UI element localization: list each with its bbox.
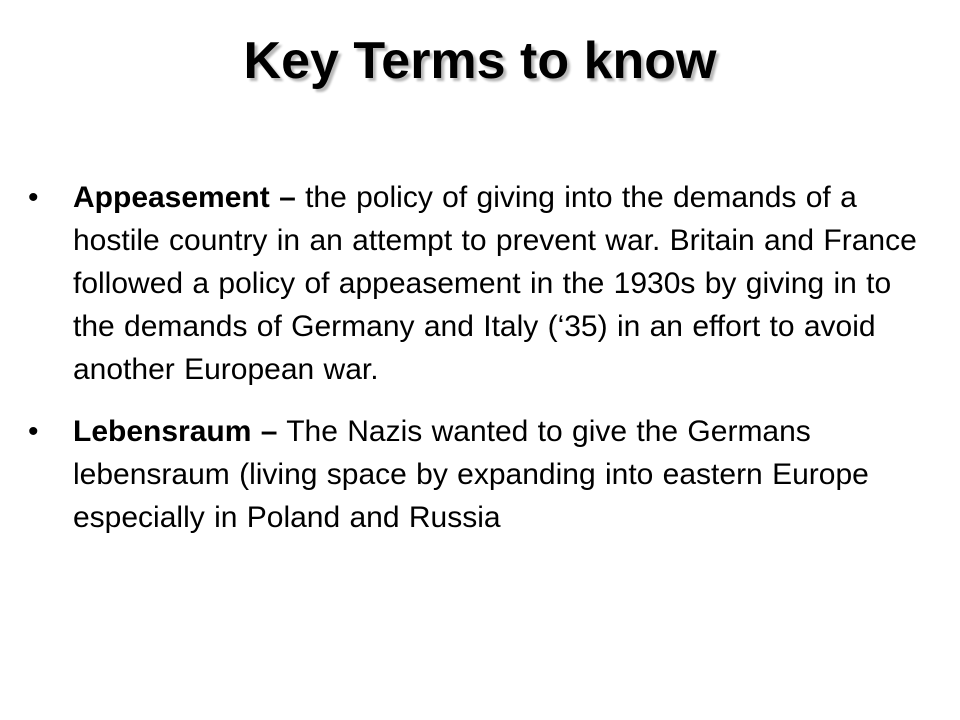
term-name: Lebensraum – [73,415,278,448]
key-terms-list [26,176,938,558]
term-definition: the policy of giving into the demands of a hostile country in an attempt to prevent war. Britain and France followed a policy of appeasement in the 1930s by giving in to the demands of Germany and Italy (‘35) in an effort to avoid another European war. [73,181,917,386]
bullet-icon: • [28,181,39,214]
term-definition: The Nazis wanted to give the Germans lebensraum (living space by expanding into eastern Europe especially in Poland and Russia [73,415,869,534]
term-name: Appeasement – [73,181,296,214]
slide-title: Key Terms to know [243,32,717,90]
term-item-lebensraum [26,410,938,539]
term-item-appeasement [26,176,938,391]
bullet-icon: • [28,415,39,448]
